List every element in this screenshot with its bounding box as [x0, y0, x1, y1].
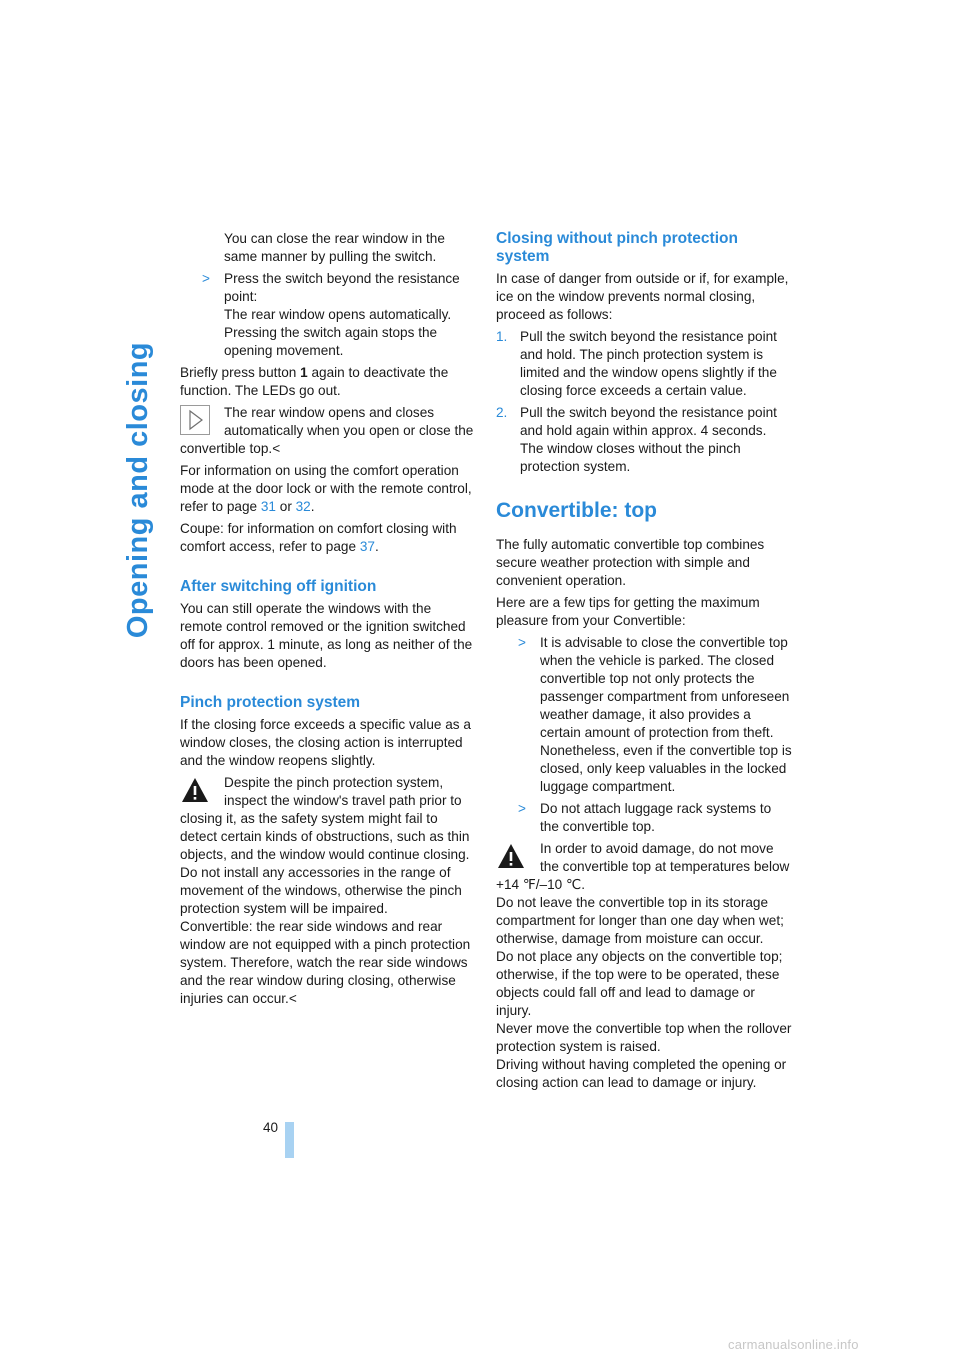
- page-link-31[interactable]: 31: [260, 499, 276, 514]
- heading-after-ignition: After switching off ignition: [180, 578, 377, 595]
- heading-convertible-top: Convertible: top: [496, 499, 657, 522]
- bullet-mark: >: [202, 271, 210, 286]
- end-mark: <: [288, 991, 297, 1006]
- warning-text-storage: Do not leave the convertible top in its storage compartment for longer than one day when wet; otherwise, damage from moisture can occur.: [496, 895, 784, 946]
- step-1: [496, 328, 792, 400]
- warning-text: Despite the pinch protection system, inspect the window's travel path prior to closing it, as the safety system might fail to detect certain kinds of obstructions, such as thin objects, and the window would continue closing.: [180, 775, 470, 862]
- bullet-press-switch: [180, 270, 476, 360]
- paragraph-coupe-comfort: [180, 520, 476, 556]
- paragraph-deactivate: [180, 364, 476, 400]
- watermark: carmanualsonline.info: [728, 1337, 859, 1352]
- text-run: Coupe: for information on comfort closing with comfort access, refer to page: [180, 521, 457, 554]
- page-number: 40: [263, 1120, 279, 1135]
- warning-icon: [496, 841, 526, 871]
- bullet-text-line2: The rear window opens automatically.: [224, 307, 452, 322]
- note-play-icon: [180, 405, 210, 435]
- warning-text-temperature: In order to avoid damage, do not move the convertible top at temperatures below +14 ℉/–10 ℃.: [496, 841, 790, 892]
- warning-convertible-top: [496, 840, 792, 1092]
- paragraph-tips: Here are a few tips for getting the maximum pleasure from your Convertible:: [496, 595, 760, 628]
- paragraph-close-rear-window: You can close the rear window in the same manner by pulling the switch.: [224, 231, 445, 264]
- warning-pinch: [180, 774, 476, 1008]
- step-number: 2.: [496, 405, 508, 420]
- heading-pinch-protection: Pinch protection system: [180, 694, 361, 711]
- paragraph-closing-danger: In case of danger from outside or if, for example, ice on the window prevents normal closing, proceed as follows:: [496, 271, 789, 322]
- bullet-mark: >: [518, 635, 526, 650]
- heading-closing-without-pinch: Closing without pinch protection system: [496, 230, 738, 265]
- bullet-text: It is advisable to close the convertible top when the vehicle is parked. The closed convertible top not only protects the passenger compartment from unforeseen weather damage, it also provides a certain amount of protection from theft. Nonetheless, even if the convertible top is closed, only keep valuables in the locked luggage compartment.: [540, 635, 792, 794]
- bullet-text: Press the switch beyond the resistance point:: [224, 271, 460, 304]
- warning-text-accessories: Do not install any accessories in the range of movement of the windows, otherwise the pinch protection system will be impaired.: [180, 865, 462, 916]
- paragraph-after-ignition: You can still operate the windows with the remote control removed or the ignition switched off for approx. 1 minute, as long as neither of the doors has been opened.: [180, 601, 473, 670]
- page-link-37[interactable]: 37: [359, 539, 375, 554]
- bullet-text: Do not attach luggage rack systems to the convertible top.: [540, 801, 772, 834]
- step-2: [496, 404, 792, 476]
- text-run: Convertible: the rear side windows and rear window are not equipped with a pinch protection system. Therefore, watch the rear side windows and the rear window during closing, otherwise injuries can occur.: [180, 919, 471, 1006]
- paragraph-comfort-operation: [180, 462, 476, 516]
- page-marker-bar: [285, 1122, 294, 1158]
- paragraph-pinch-protection: If the closing force exceeds a specific value as a window closes, the closing action is interrupted and the window reopens slightly.: [180, 717, 471, 768]
- step-number: 1.: [496, 329, 508, 344]
- chapter-title: Opening and closing: [122, 341, 155, 639]
- bullet-close-when-parked: [496, 634, 792, 796]
- text-run: .: [374, 539, 379, 554]
- warning-text-driving: Driving without having completed the opening or closing action can lead to damage or injury.: [496, 1057, 787, 1090]
- note-rear-window-auto: [180, 404, 476, 458]
- bullet-mark: >: [518, 801, 526, 816]
- button-reference: 1: [300, 365, 308, 380]
- bullet-no-luggage-rack: [496, 800, 792, 836]
- text-run: For information on using the comfort operation mode at the door lock or with the remote control, refer to page: [180, 463, 472, 514]
- warning-text-convertible: [180, 918, 476, 1008]
- text-run: .: [310, 499, 315, 514]
- bullet-text-line3: Pressing the switch again stops the opening movement.: [224, 325, 438, 358]
- left-column: [180, 230, 476, 1012]
- text-run: or: [275, 499, 296, 514]
- chapter-sidebar: [110, 230, 166, 750]
- page-link-32[interactable]: 32: [295, 499, 311, 514]
- end-mark: <: [272, 441, 281, 456]
- right-column: [496, 230, 792, 1096]
- paragraph-convertible-intro: The fully automatic convertible top combines secure weather protection with simple and convenient operation.: [496, 537, 765, 588]
- text-run: Briefly press button: [180, 365, 301, 380]
- warning-text-rollover: Never move the convertible top when the rollover protection system is raised.: [496, 1021, 792, 1054]
- step-text: Pull the switch beyond the resistance point and hold again within approx. 4 seconds. The window closes without the pinch protection system.: [520, 405, 777, 474]
- warning-text-objects: Do not place any objects on the convertible top; otherwise, if the top were to be operated, these objects could fall off and lead to damage or injury.: [496, 949, 783, 1018]
- text-run: again to deactivate the function. The LEDs go out.: [180, 365, 449, 398]
- note-text: The rear window opens and closes automatically when you open or close the convertible top.: [180, 405, 474, 456]
- warning-icon: [180, 775, 210, 805]
- step-text: Pull the switch beyond the resistance point and hold. The pinch protection system is limited and the window opens slightly if the closing force exceeds a certain value.: [520, 329, 777, 398]
